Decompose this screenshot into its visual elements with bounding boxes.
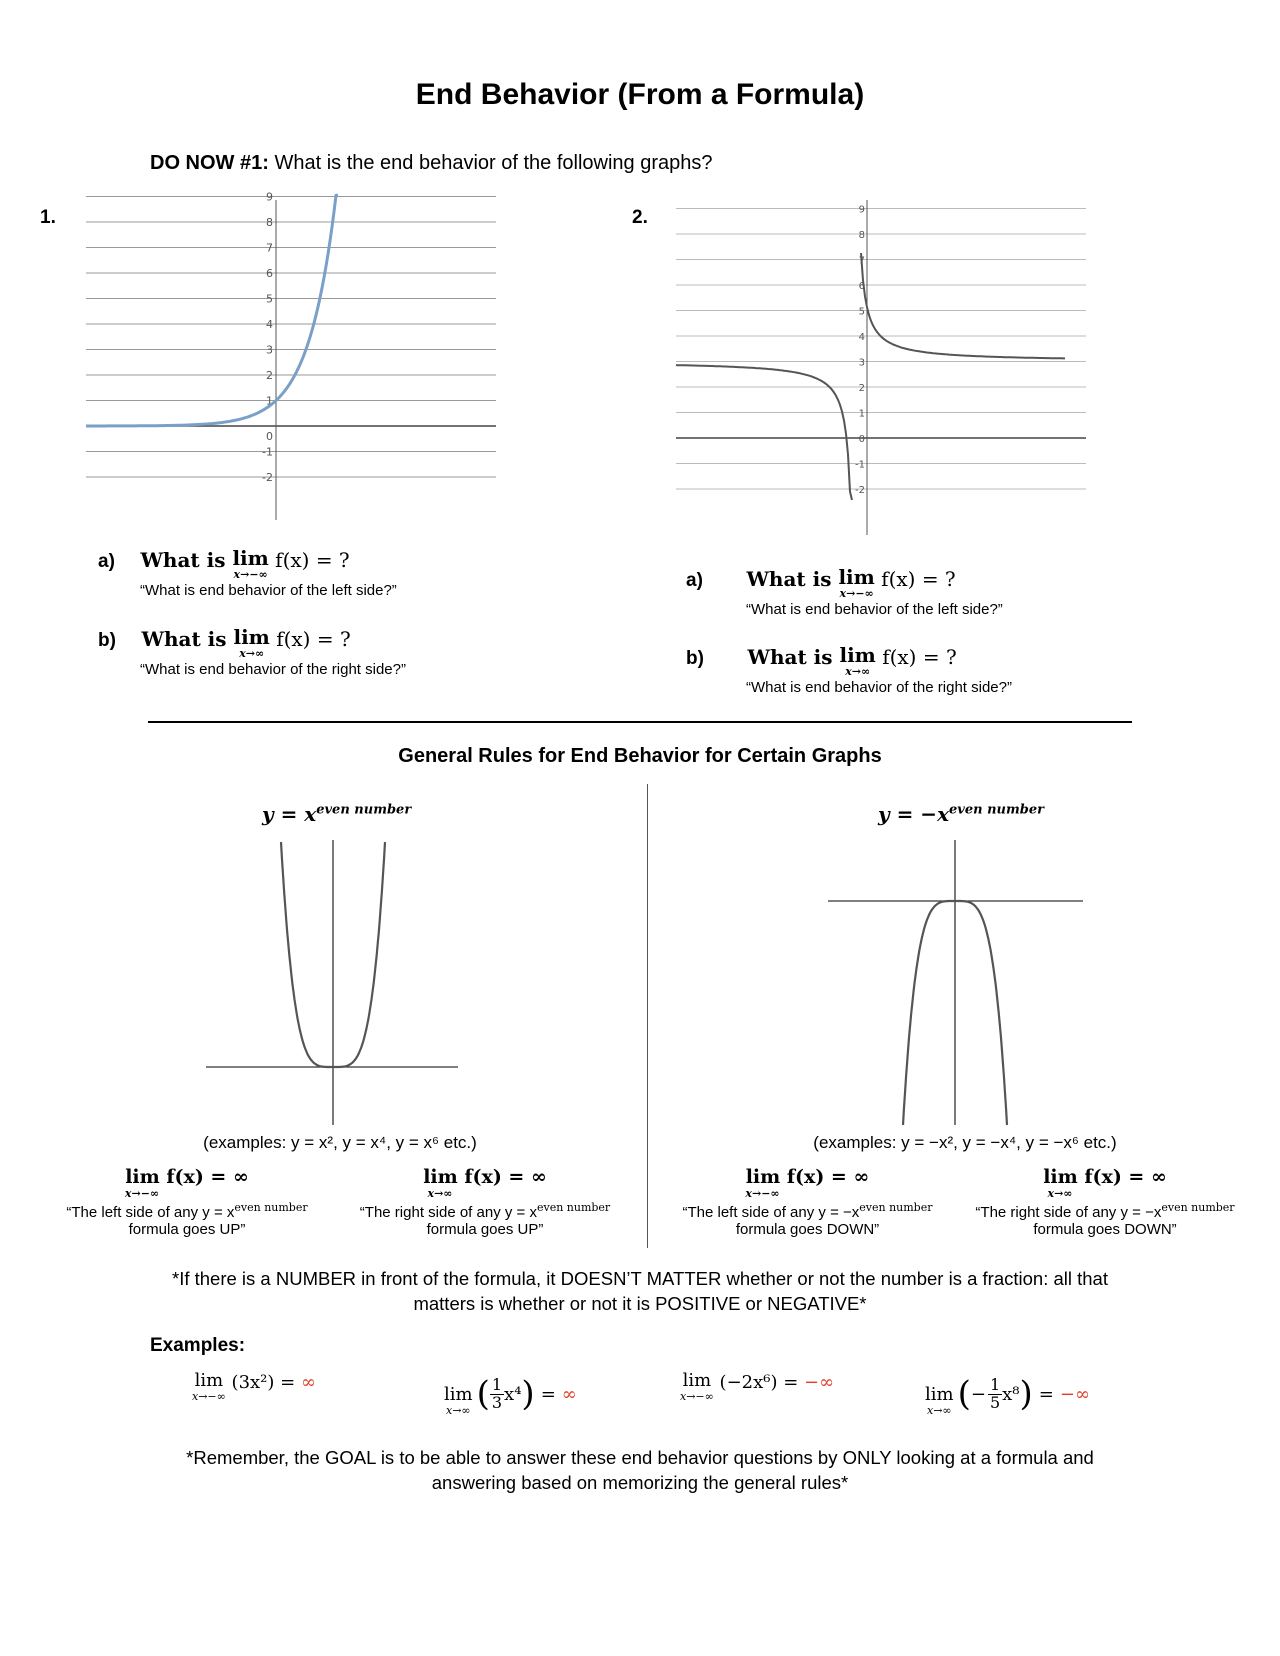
graph2-tick-label: 0 <box>858 434 865 445</box>
graph1-tick-label: 7 <box>266 241 273 255</box>
do-now-text: What is the end behavior of the following graphs? <box>268 152 713 174</box>
section-title: General Rules for End Behavior for Certain Graphs <box>398 745 882 767</box>
rule-even-right-quote: “The right side of any y = x <box>359 1204 537 1221</box>
graph2-tick-labels <box>855 205 865 497</box>
rule-even-formula-base: y = x <box>262 802 317 826</box>
rule-even-left <box>52 1168 322 1238</box>
graph1-tick-label: 9 <box>266 190 273 204</box>
graph2-tick-label: 8 <box>858 230 865 241</box>
graph1-number: 1. <box>40 207 56 228</box>
example-2-denominator: 3 <box>491 1392 503 1412</box>
rule-neg-even-formula-base: y = −x <box>878 802 949 826</box>
graph1-tick-label: 1 <box>266 394 273 408</box>
question-2a-lim: lim <box>838 565 875 589</box>
example-2-power: x⁴ <box>504 1383 522 1405</box>
graph2-tick-label: 3 <box>858 357 865 369</box>
graph2-tick-label: -2 <box>855 485 865 496</box>
rule-even-left-quote-end: formula goes UP” <box>128 1221 246 1238</box>
rule-neg-even-left-lim: lim f(x) = ∞ <box>745 1166 870 1188</box>
question-2b-label: b) <box>686 648 704 669</box>
question-1a-sub: x→−∞ <box>233 568 268 581</box>
rule-neg-even-right-quote-end: formula goes DOWN” <box>1033 1221 1177 1238</box>
graph2-tick-label: -1 <box>855 459 865 471</box>
rule-neg-even-right <box>965 1168 1245 1238</box>
graph1-tick-label: 3 <box>266 343 273 357</box>
question-1a-label: a) <box>98 551 115 572</box>
question-2b-sub: x→∞ <box>845 665 871 678</box>
rule-neg-even-left-quote-end: formula goes DOWN” <box>735 1221 880 1238</box>
example-3-result: −∞ <box>804 1372 835 1393</box>
section-divider <box>148 721 1132 723</box>
rule-even-examples: (examples: y = x², y = x⁴, y = x⁶ etc.) <box>203 1133 477 1152</box>
rule-even-right-lim: lim f(x) = ∞ <box>423 1166 547 1188</box>
graph1-tick-label: 5 <box>266 292 273 306</box>
example-3-expr: (−2x⁶) = <box>719 1372 805 1393</box>
graph2-curve-left <box>676 365 852 500</box>
examples-label: Examples: <box>150 1335 246 1356</box>
rule-neg-even-left-quote-sup: even number <box>859 1201 933 1214</box>
graph2 <box>676 200 1086 540</box>
rule-even-formula <box>262 802 411 826</box>
example-3 <box>680 1372 834 1402</box>
example-4-lim: lim <box>925 1384 954 1405</box>
example-1-lim: lim <box>194 1370 224 1391</box>
example-1-expr: (3x²) = <box>231 1372 301 1393</box>
graph2-tick-label: 4 <box>858 332 865 343</box>
example-3-sub: x→−∞ <box>680 1390 714 1403</box>
rule-even-left-quote-sup: even number <box>234 1201 308 1214</box>
question-1a-expr: f(x) = ? <box>268 548 350 572</box>
graph2-tick-label: 1 <box>858 408 865 420</box>
graph1-tick-label: 4 <box>266 318 273 331</box>
example-3-lim: lim <box>682 1370 712 1391</box>
graph2-tick-label: 2 <box>858 383 865 394</box>
example-2-lim: lim <box>444 1384 473 1405</box>
question-2a-expr: f(x) = ? <box>874 567 956 591</box>
graph2-curve-right <box>858 253 1065 358</box>
rule-neg-even-formula <box>878 802 1044 826</box>
graph1 <box>86 190 496 520</box>
graph1-tick-labels <box>262 191 273 485</box>
example-4-result: −∞ <box>1059 1383 1090 1405</box>
graph2-number: 2. <box>632 207 648 228</box>
rule-even-left-lim: lim f(x) = ∞ <box>125 1166 249 1188</box>
rule-neg-even-left-quote: “The left side of any y = −x <box>682 1204 860 1221</box>
example-2-numerator: 1 <box>491 1374 503 1394</box>
question-2a-lead: What is <box>746 567 839 591</box>
example-2: lim x→∞ ( $\frac{1}{3}$ x⁴ ) = ∞ <box>444 1374 577 1417</box>
do-now-label: DO NOW #1: <box>150 152 269 174</box>
rule-even-left-sub: x→−∞ <box>124 1187 160 1200</box>
example-1-sub: x→−∞ <box>192 1390 226 1403</box>
question-2b-lim: lim <box>839 643 876 667</box>
question-2b-lead: What is <box>747 645 840 669</box>
question-1b-quote: “What is end behavior of the right side?” <box>140 661 406 678</box>
graph1-gridlines <box>86 197 496 478</box>
rule-neg-even-left-sub: x→−∞ <box>745 1187 780 1200</box>
graph1-tick-label: 8 <box>266 216 273 229</box>
question-1a <box>98 548 350 580</box>
rule-even-left-quote: “The left side of any y = x <box>66 1204 235 1221</box>
question-2b <box>686 645 957 677</box>
graph2-tick-label: 6 <box>858 281 865 292</box>
goal-note: *Remember, the GOAL is to be able to answer these end behavior questions by ONLY looking at a formula and answering based on memorizing the general rules* <box>186 1447 1094 1493</box>
example-4: lim x→∞ ( − $\frac{1}{5}$ x⁸ ) = −∞ <box>925 1374 1090 1417</box>
question-1b <box>98 627 351 659</box>
rule-neg-even-left <box>670 1168 945 1238</box>
question-2a-label: a) <box>686 570 703 591</box>
graph2-tick-label: 7 <box>858 255 865 267</box>
graph1-tick-label: -2 <box>262 471 273 484</box>
graph1-tick-label: -1 <box>262 445 273 459</box>
rule-neg-even-exponent: even number <box>949 802 1044 818</box>
rule-neg-even-examples: (examples: y = −x², y = −x⁴, y = −x⁶ etc.) <box>813 1133 1117 1152</box>
example-2-sub: x→∞ <box>446 1404 471 1417</box>
question-2b-quote: “What is end behavior of the right side?” <box>746 679 1012 696</box>
question-1b-sub: x→∞ <box>239 647 265 660</box>
example-4-sign: − <box>970 1383 986 1405</box>
rule-even-right <box>350 1168 620 1238</box>
number-in-front-note: *If there is a NUMBER in front of the formula, it DOESN’T MATTER whether or not the number is a fraction: all that matters is whether or not it is POSITIVE or NEGATIVE* <box>172 1268 1108 1314</box>
rules-column-divider <box>647 784 648 1248</box>
question-2a-quote: “What is end behavior of the left side?” <box>746 601 1003 618</box>
example-4-power: x⁸ <box>1002 1383 1020 1405</box>
question-1b-expr: f(x) = ? <box>269 627 351 651</box>
page-title: End Behavior (From a Formula) <box>415 78 865 111</box>
question-1b-lim: lim <box>233 625 270 649</box>
graph1-curve <box>86 195 338 426</box>
rule-even-graph <box>200 830 470 1130</box>
rule-neg-even-right-lim: lim f(x) = ∞ <box>1043 1166 1167 1188</box>
example-4-sub: x→∞ <box>927 1404 952 1417</box>
graph1-tick-label: 2 <box>266 369 273 382</box>
rule-neg-even-right-quote: “The right side of any y = −x <box>975 1204 1162 1221</box>
question-1b-lead: What is <box>141 627 234 651</box>
rule-even-exponent: even number <box>316 802 412 818</box>
do-now-prompt <box>150 152 713 175</box>
example-1-result: ∞ <box>300 1372 316 1393</box>
question-2a <box>686 567 956 599</box>
graph2-tick-label: 9 <box>858 204 865 216</box>
question-2b-expr: f(x) = ? <box>875 645 957 669</box>
graph1-tick-label: 0 <box>266 430 273 443</box>
rule-even-right-quote-sup: even number <box>536 1201 611 1214</box>
example-4-numerator: 1 <box>989 1374 1001 1394</box>
question-1a-quote: “What is end behavior of the left side?” <box>140 582 397 599</box>
question-1b-label: b) <box>98 630 116 651</box>
graph2-tick-label: 5 <box>858 306 865 318</box>
graph2-gridlines <box>676 209 1086 490</box>
question-1a-lim: lim <box>232 546 269 570</box>
rule-neg-even-right-sub: x→∞ <box>1047 1187 1073 1200</box>
rule-even-right-quote-end: formula goes UP” <box>426 1221 544 1238</box>
example-2-result: ∞ <box>561 1383 577 1405</box>
rule-even-right-sub: x→∞ <box>427 1187 453 1200</box>
example-4-denominator: 5 <box>989 1392 1001 1412</box>
graph1-tick-label: 6 <box>266 267 273 280</box>
rule-neg-even-graph <box>820 830 1090 1130</box>
question-2a-sub: x→−∞ <box>839 587 874 600</box>
example-1 <box>192 1372 316 1402</box>
question-1a-lead: What is <box>140 548 233 572</box>
rule-neg-even-right-quote-sup: even number <box>1161 1201 1235 1214</box>
